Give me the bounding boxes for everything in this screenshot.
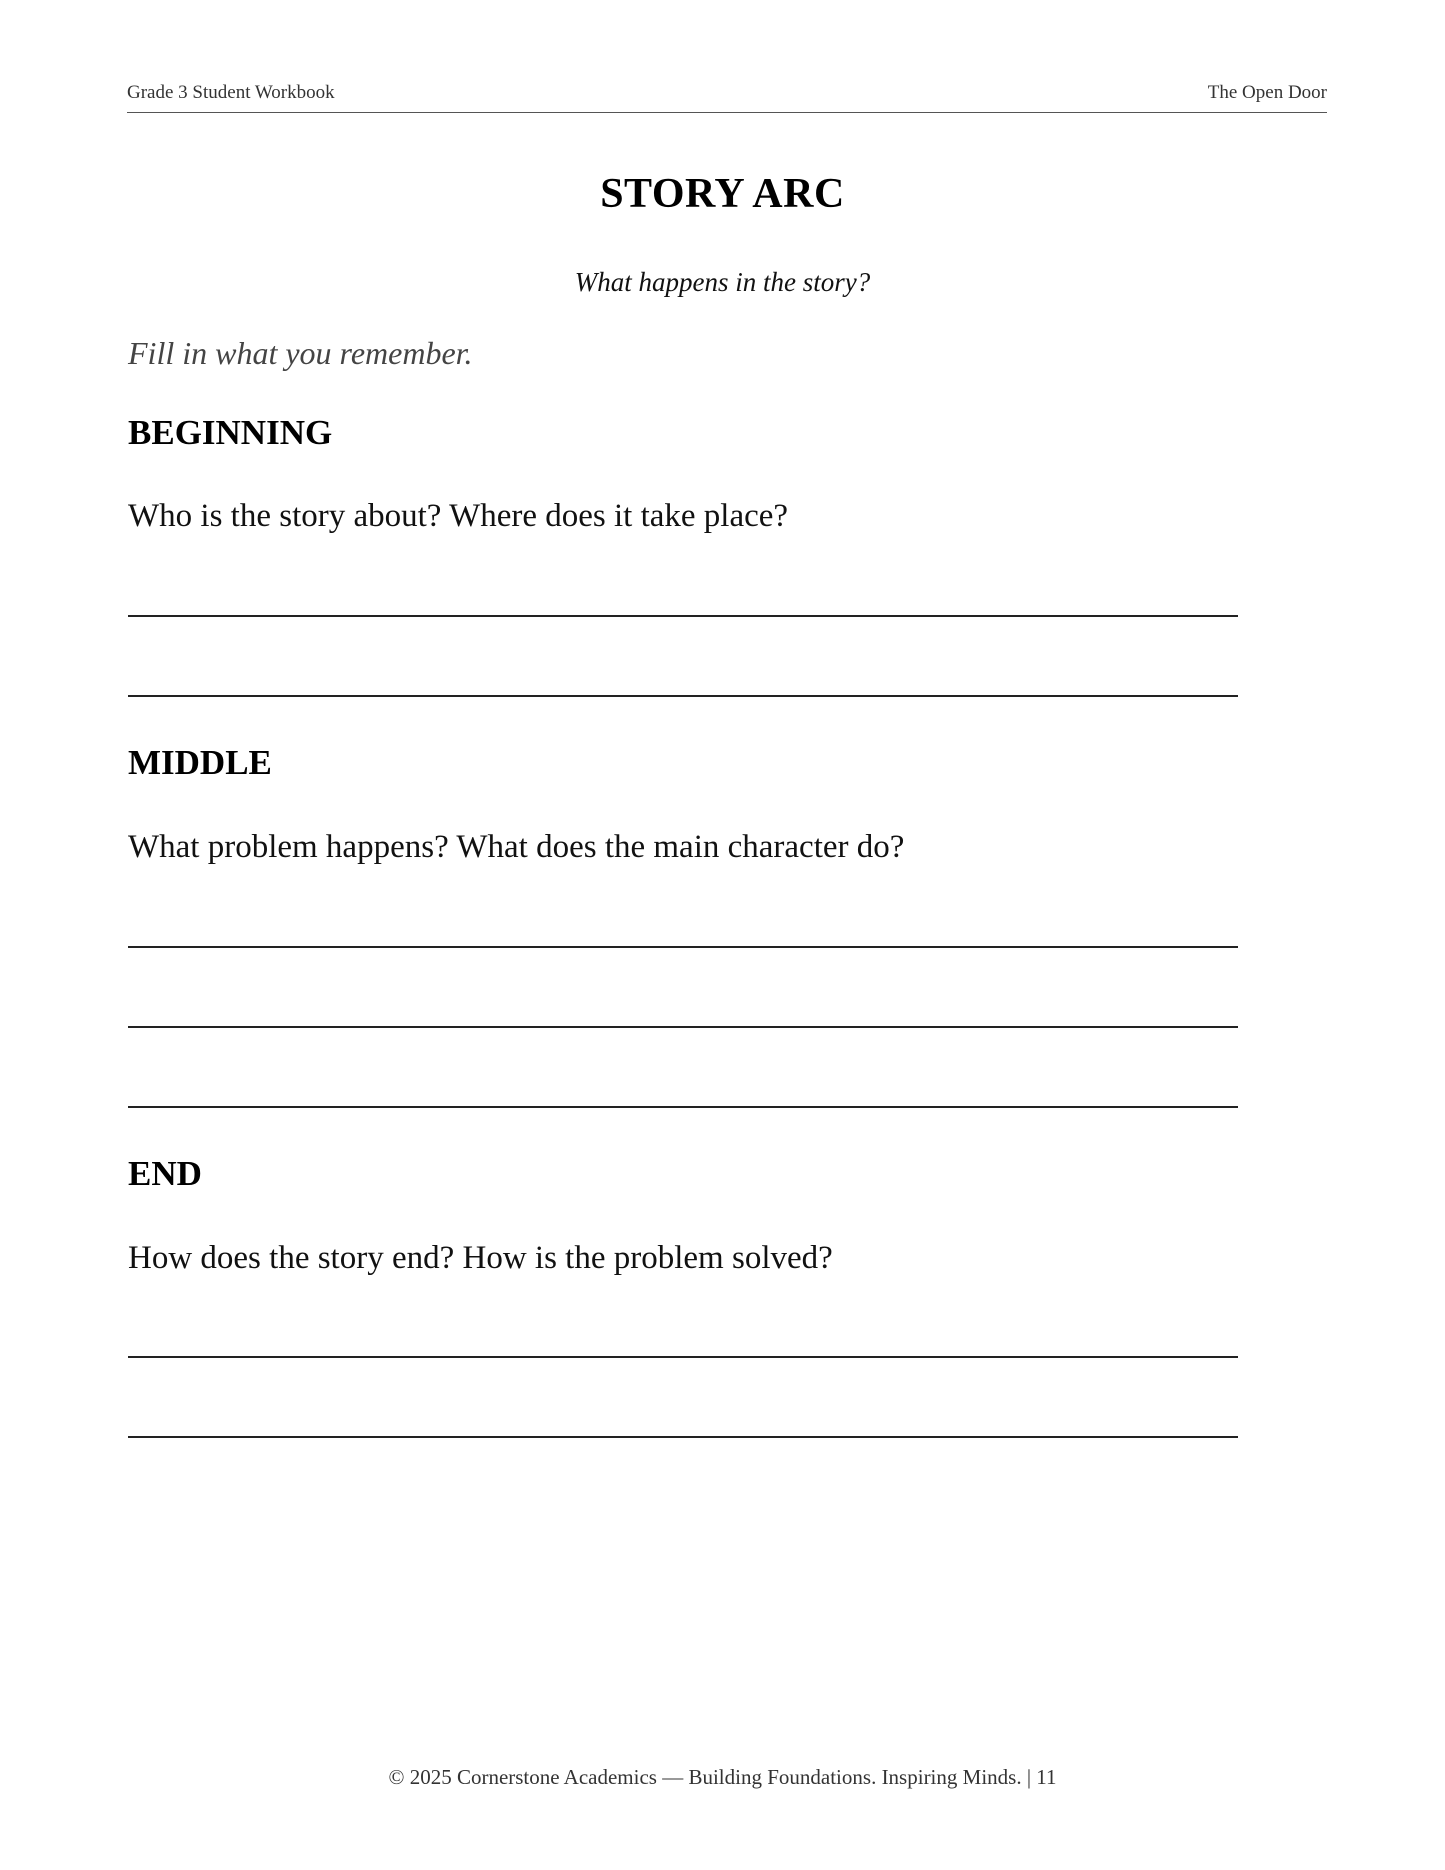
- section-heading-beginning: BEGINNING: [128, 413, 333, 452]
- answer-line[interactable]: [128, 1436, 1238, 1438]
- page-header: [127, 82, 1327, 113]
- story-title: The Open Door: [1207, 82, 1327, 103]
- answer-line[interactable]: [128, 1106, 1238, 1108]
- section-heading-end: END: [128, 1154, 202, 1193]
- section-prompt-middle: What problem happens? What does the main character do?: [128, 829, 905, 865]
- page-title: STORY ARC: [600, 171, 845, 217]
- page-footer: © 2025 Cornerstone Academics — Building Foundations. Inspiring Minds. | 11: [388, 1765, 1057, 1789]
- answer-line[interactable]: [128, 695, 1238, 697]
- section-prompt-end: How does the story end? How is the problem solved?: [128, 1240, 833, 1276]
- section-heading-middle: MIDDLE: [128, 743, 272, 782]
- page-subtitle: What happens in the story?: [574, 267, 871, 297]
- instruction-text: Fill in what you remember.: [128, 335, 473, 371]
- answer-line[interactable]: [128, 1356, 1238, 1358]
- answer-line[interactable]: [128, 1026, 1238, 1028]
- section-prompt-beginning: Who is the story about? Where does it take place?: [128, 498, 789, 534]
- workbook-title: Grade 3 Student Workbook: [127, 82, 335, 103]
- answer-line[interactable]: [128, 946, 1238, 948]
- answer-line[interactable]: [128, 615, 1238, 617]
